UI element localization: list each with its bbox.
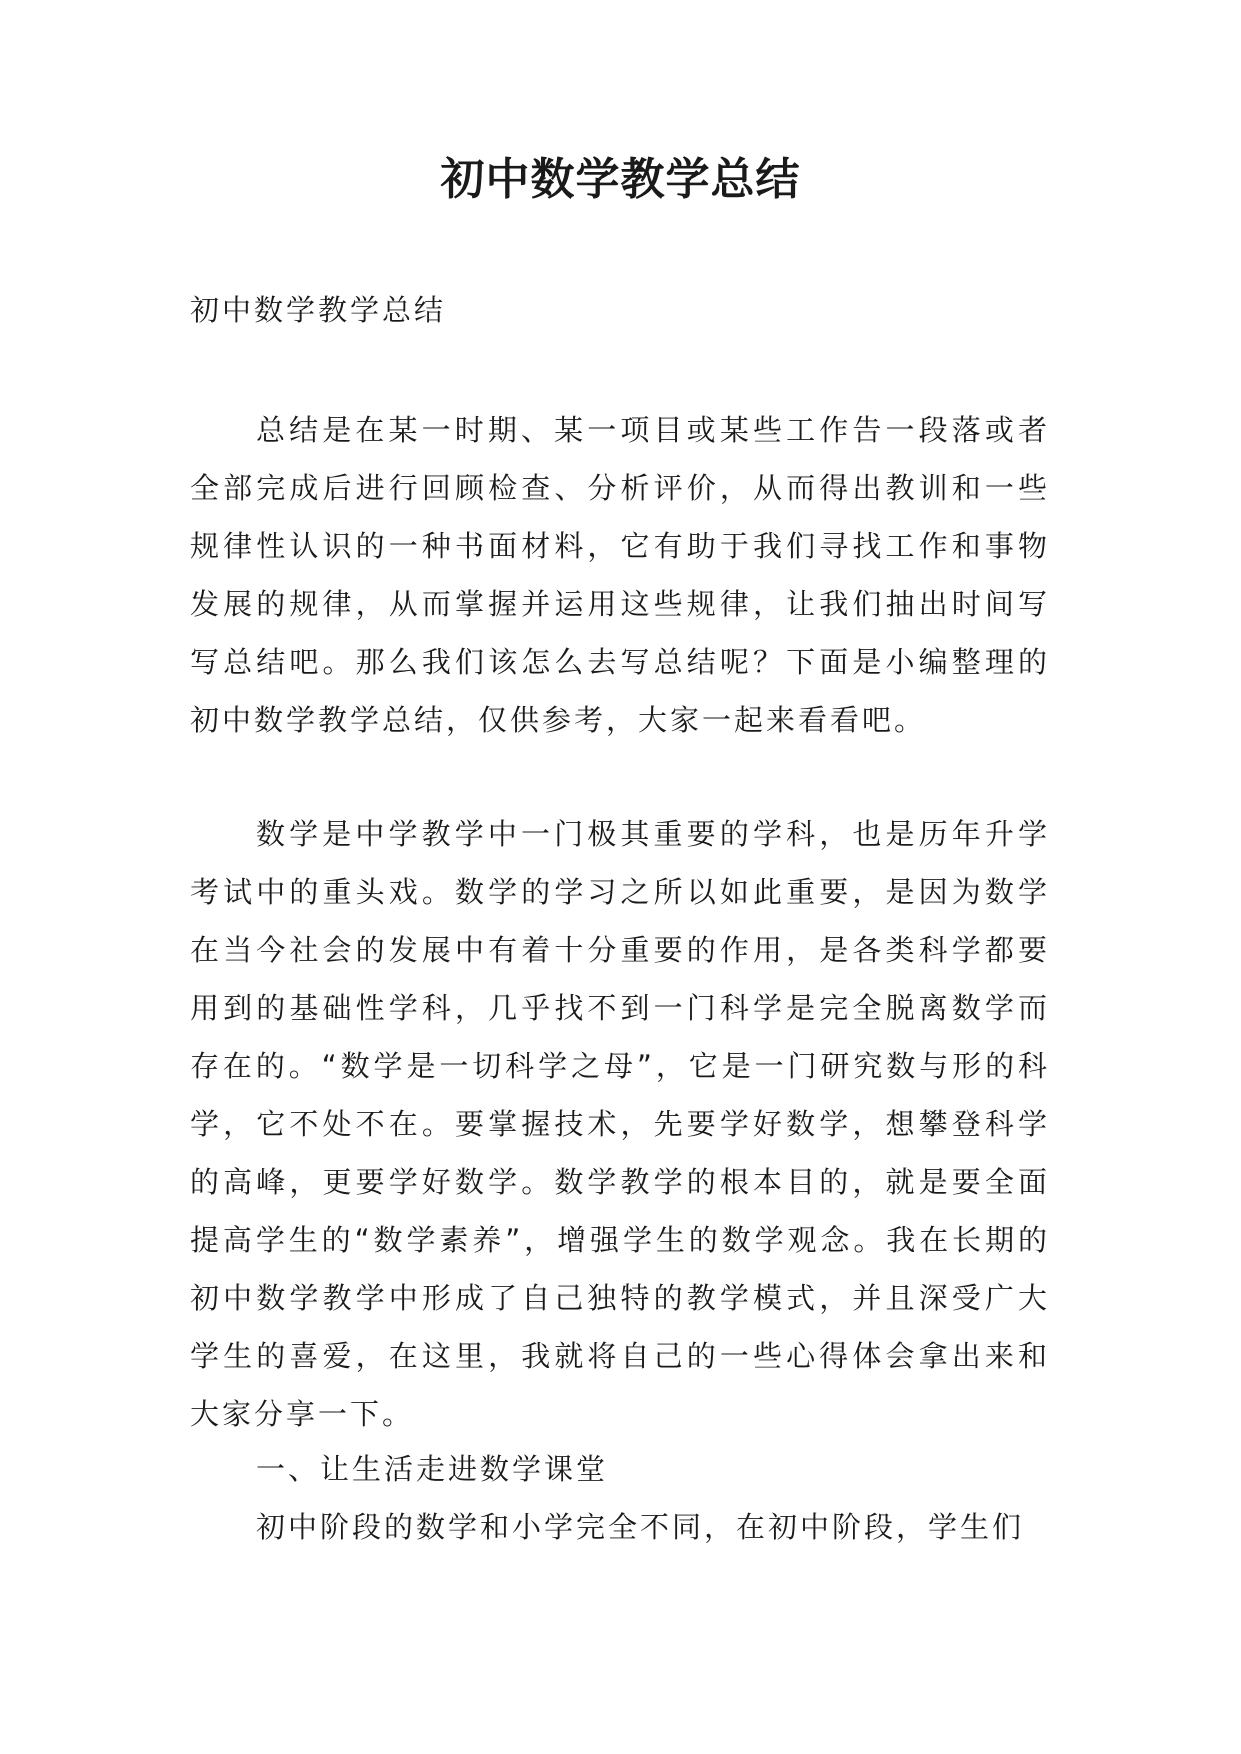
section-heading: 一、让生活走进数学课堂 — [256, 1452, 609, 1486]
section-paragraph: 初中阶段的数学和小学完全不同，在初中阶段，学生们 — [256, 1510, 1025, 1544]
body-paragraph: 数学是中学教学中一门极其重要的学科，也是历年升学考试中的重头戏。数学的学习之所以如此重要，是因为数学在当今社会的发展中有着十分重要的作用，是各类科学都要用到的基础性学科，几乎找不到一门科学是完全脱离数学而存在的。“数学是一切科学之母”，它是一门研究数与形的科学，它不处不在。要掌握技术，先要学好数学，想攀登科学的高峰，更要学好数学。数学教学的根本目的，就是要全面提高学生的“数学素养”，增强学生的数学观念。我在长期的初中数学教学中形成了自己独特的教学模式，并且深受广大学生的喜爱，在这里，我就将自己的一些心得体会拿出来和大家分享一下。 — [190, 817, 1050, 1431]
document-subtitle: 初中数学教学总结 — [190, 293, 447, 327]
document-title: 初中数学教学总结 — [440, 154, 801, 205]
intro-paragraph: 总结是在某一时期、某一项目或某些工作告一段落或者全部完成后进行回顾检查、分析评价，从而得出教训和一些规律性认识的一种书面材料，它有助于我们寻找工作和事物发展的规律，从而掌握并运用这些规律，让我们抽出时间写写总结吧。那么我们该怎么去写总结呢？下面是小编整理的初中数学教学总结，仅供参考，大家一起来看看吧。 — [190, 413, 1050, 737]
